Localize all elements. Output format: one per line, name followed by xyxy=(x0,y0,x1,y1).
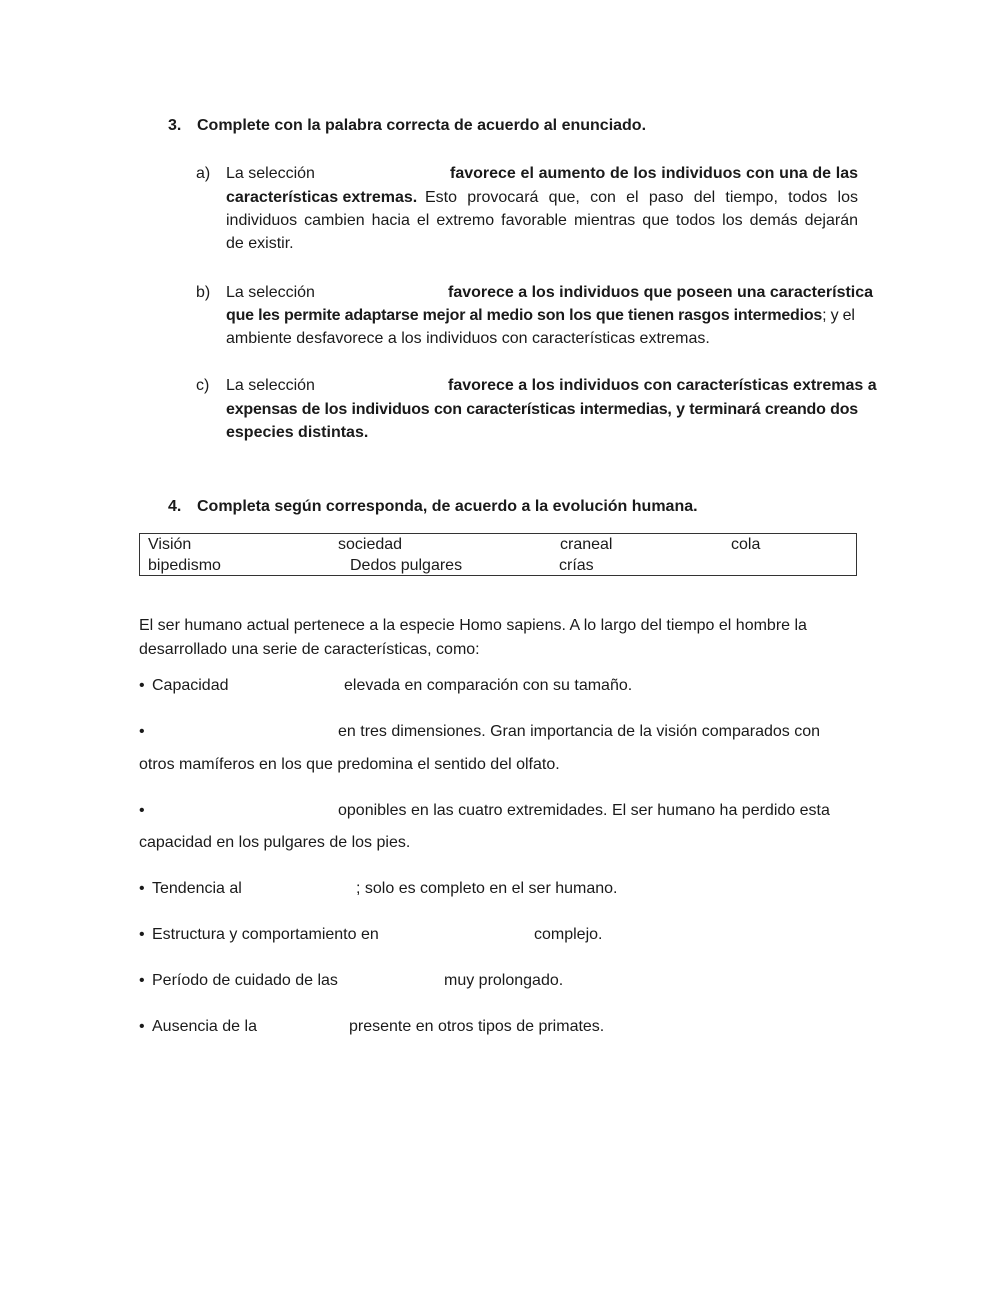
item-line xyxy=(226,307,858,325)
answer-blank-3[interactable] xyxy=(155,797,330,823)
item-text-bold: que les permite adaptarse mejor al medio son los que tienen rasgos intermedios xyxy=(226,307,823,324)
answer-blank-b[interactable] xyxy=(322,279,442,305)
word-bank-item: cola xyxy=(731,536,761,553)
bullet-glyph: • xyxy=(139,677,145,694)
answer-blank-6[interactable] xyxy=(346,967,438,993)
bullet-glyph: • xyxy=(139,723,145,740)
bullet-text: Ausencia de la xyxy=(152,1018,257,1035)
item-text-bold: características extremas. xyxy=(226,189,418,206)
question-title: Completa según corresponda, de acuerdo a la evolución humana. xyxy=(197,498,698,515)
word-bank-item: craneal xyxy=(560,536,613,553)
bullet-text: Tendencia al xyxy=(152,880,242,897)
item-text-bold: favorece a los individuos con características extremas a xyxy=(448,377,877,394)
question-number: 3. xyxy=(168,117,182,134)
item-text-bold: expensas de los individuos con características intermedias, y terminará creando dos xyxy=(226,401,858,418)
question-title: Complete con la palabra correcta de acuerdo al enunciado. xyxy=(197,117,647,134)
bullet-glyph: • xyxy=(139,880,145,897)
item-prefix: La selección xyxy=(226,284,315,301)
item-marker: a) xyxy=(196,165,211,182)
bullet-text: presente en otros tipos de primates. xyxy=(349,1018,605,1035)
bullet-text: elevada en comparación con su tamaño. xyxy=(344,677,633,694)
item-text: individuos cambien hacia el extremo favorable mientras que todos los demás dejarán xyxy=(226,212,858,229)
intro-text: El ser humano actual pertenece a la especie Homo sapiens. A lo largo del tiempo el hombre la xyxy=(139,617,807,634)
bullet-text: muy prolongado. xyxy=(444,972,564,989)
item-text-bold: favorece el aumento de los individuos con una de las xyxy=(450,165,858,182)
answer-blank-a[interactable] xyxy=(322,160,442,186)
word-bank xyxy=(139,533,857,576)
item-text: ; y el xyxy=(822,307,855,324)
item-text-bold: especies distintas. xyxy=(226,424,369,441)
item-text: ambiente desfavorece a los individuos con características extremas. xyxy=(226,330,710,347)
word-bank-item: crías xyxy=(559,557,594,574)
bullet-glyph: • xyxy=(139,972,145,989)
answer-blank-4[interactable] xyxy=(250,875,350,901)
bullet-glyph: • xyxy=(139,802,145,819)
answer-blank-2[interactable] xyxy=(155,718,330,744)
bullet-text: en tres dimensiones. Gran importancia de la visión comparados con xyxy=(338,723,821,740)
bullet-text: complejo. xyxy=(534,926,603,943)
word-bank-item: Dedos pulgares xyxy=(350,557,463,574)
bullet-text: Estructura y comportamiento en xyxy=(152,926,379,943)
item-prefix: La selección xyxy=(226,377,315,394)
item-marker: c) xyxy=(196,377,210,394)
item-marker: b) xyxy=(196,284,211,301)
answer-blank-5[interactable] xyxy=(396,921,526,947)
bullet-text: Período de cuidado de las xyxy=(152,972,338,989)
word-bank-item: bipedismo xyxy=(148,557,221,574)
answer-blank-c[interactable] xyxy=(322,372,442,398)
bullet-glyph: • xyxy=(139,926,145,943)
item-text: de existir. xyxy=(226,235,294,252)
word-bank-item: sociedad xyxy=(338,536,403,553)
bullet-text: ; solo es completo en el ser humano. xyxy=(356,880,618,897)
bullet-text: oponibles en las cuatro extremidades. El ser humano ha perdido esta xyxy=(338,802,830,819)
question-number: 4. xyxy=(168,498,182,515)
item-text-bold: favorece a los individuos que poseen una característica xyxy=(448,284,874,301)
bullet-text: Capacidad xyxy=(152,677,229,694)
intro-text: desarrollado una serie de características, como: xyxy=(139,641,480,658)
answer-blank-7[interactable] xyxy=(262,1013,342,1039)
answer-blank-1[interactable] xyxy=(235,672,335,698)
item-prefix: La selección xyxy=(226,165,315,182)
item-text: Esto provocará que, con el paso del tiempo, todos los xyxy=(425,189,858,206)
bullet-text: otros mamíferos en los que predomina el sentido del olfato. xyxy=(139,756,560,773)
bullet-glyph: • xyxy=(139,1018,145,1035)
bullet-text: capacidad en los pulgares de los pies. xyxy=(139,834,411,851)
word-bank-item: Visión xyxy=(148,536,192,553)
